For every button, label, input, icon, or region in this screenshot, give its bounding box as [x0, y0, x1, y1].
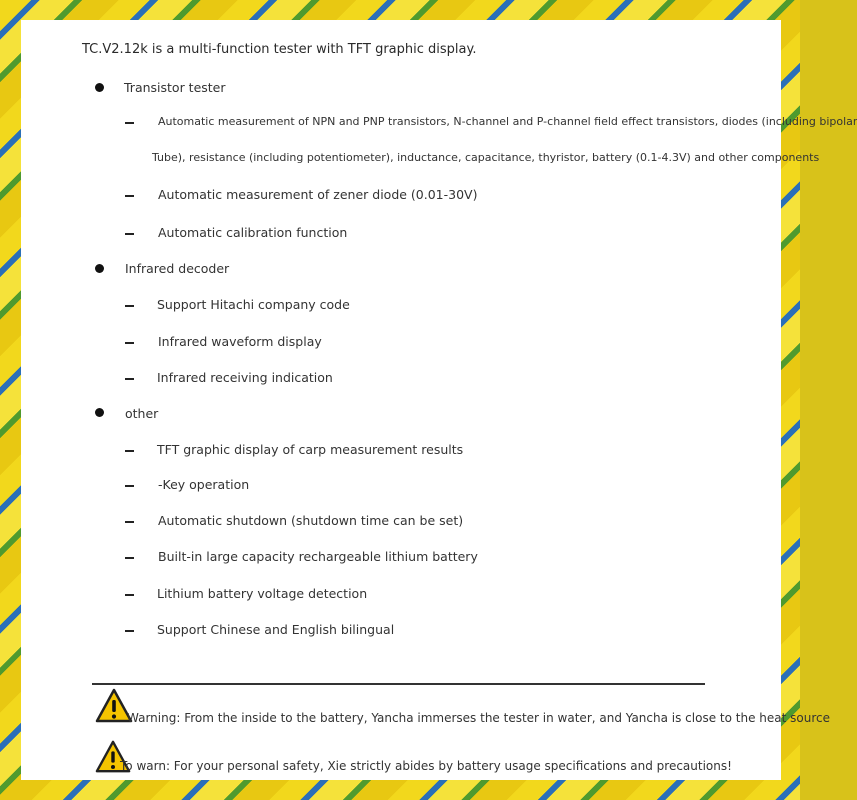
- bullet-icon: [95, 264, 104, 273]
- dash-icon: [125, 630, 134, 632]
- dash-icon: [125, 594, 134, 596]
- bullet-icon: [95, 83, 104, 92]
- list-item: Automatic shutdown (shutdown time can be set): [158, 513, 464, 528]
- list-item: Infrared receiving indication: [157, 370, 333, 385]
- list-item: TFT graphic display of carp measurement results: [157, 442, 464, 457]
- list-item: Support Chinese and English bilingual: [157, 622, 395, 637]
- list-item: -Key operation: [158, 477, 250, 492]
- section-title-infrared-decoder: Infrared decoder: [125, 261, 230, 276]
- divider: [92, 683, 705, 685]
- list-item: Automatic measurement of zener diode (0.01-30V): [158, 187, 478, 202]
- bullet-icon: [95, 408, 104, 417]
- section-title-transistor-tester: Transistor tester: [124, 80, 226, 95]
- dash-icon: [125, 195, 134, 197]
- list-item: Infrared waveform display: [158, 334, 322, 349]
- list-item-continuation: Tube), resistance (including potentiometer), inductance, capacitance, thyristor, battery (0.1-4.3V) and other components: [152, 151, 820, 164]
- dash-icon: [125, 342, 134, 344]
- warning-text-2: To warn: For your personal safety, Xie strictly abides by battery usage specifications and precautions!: [120, 759, 732, 773]
- warning-text-1: Warning: From the inside to the battery, Yancha immerses the tester in water, and Yancha is close to the heat source: [127, 711, 830, 725]
- dash-icon: [125, 557, 134, 559]
- dash-icon: [125, 450, 134, 452]
- list-item: Lithium battery voltage detection: [157, 586, 368, 601]
- dash-icon: [125, 233, 134, 235]
- dash-icon: [125, 521, 134, 523]
- list-item: Built-in large capacity rechargeable lithium battery: [158, 549, 478, 564]
- dash-icon: [125, 378, 134, 380]
- section-title-other: other: [125, 406, 159, 421]
- list-item: Support Hitachi company code: [157, 297, 350, 312]
- dash-icon: [125, 485, 134, 487]
- list-item: Automatic measurement of NPN and PNP transistors, N-channel and P-channel field effect transistors, diodes (including bipolar: [158, 115, 857, 128]
- dash-icon: [125, 122, 134, 124]
- intro-text: TC.V2.12k is a multi-function tester with TFT graphic display.: [82, 42, 477, 57]
- dash-icon: [125, 305, 134, 307]
- list-item: Automatic calibration function: [158, 225, 348, 240]
- document-page: [21, 20, 857, 780]
